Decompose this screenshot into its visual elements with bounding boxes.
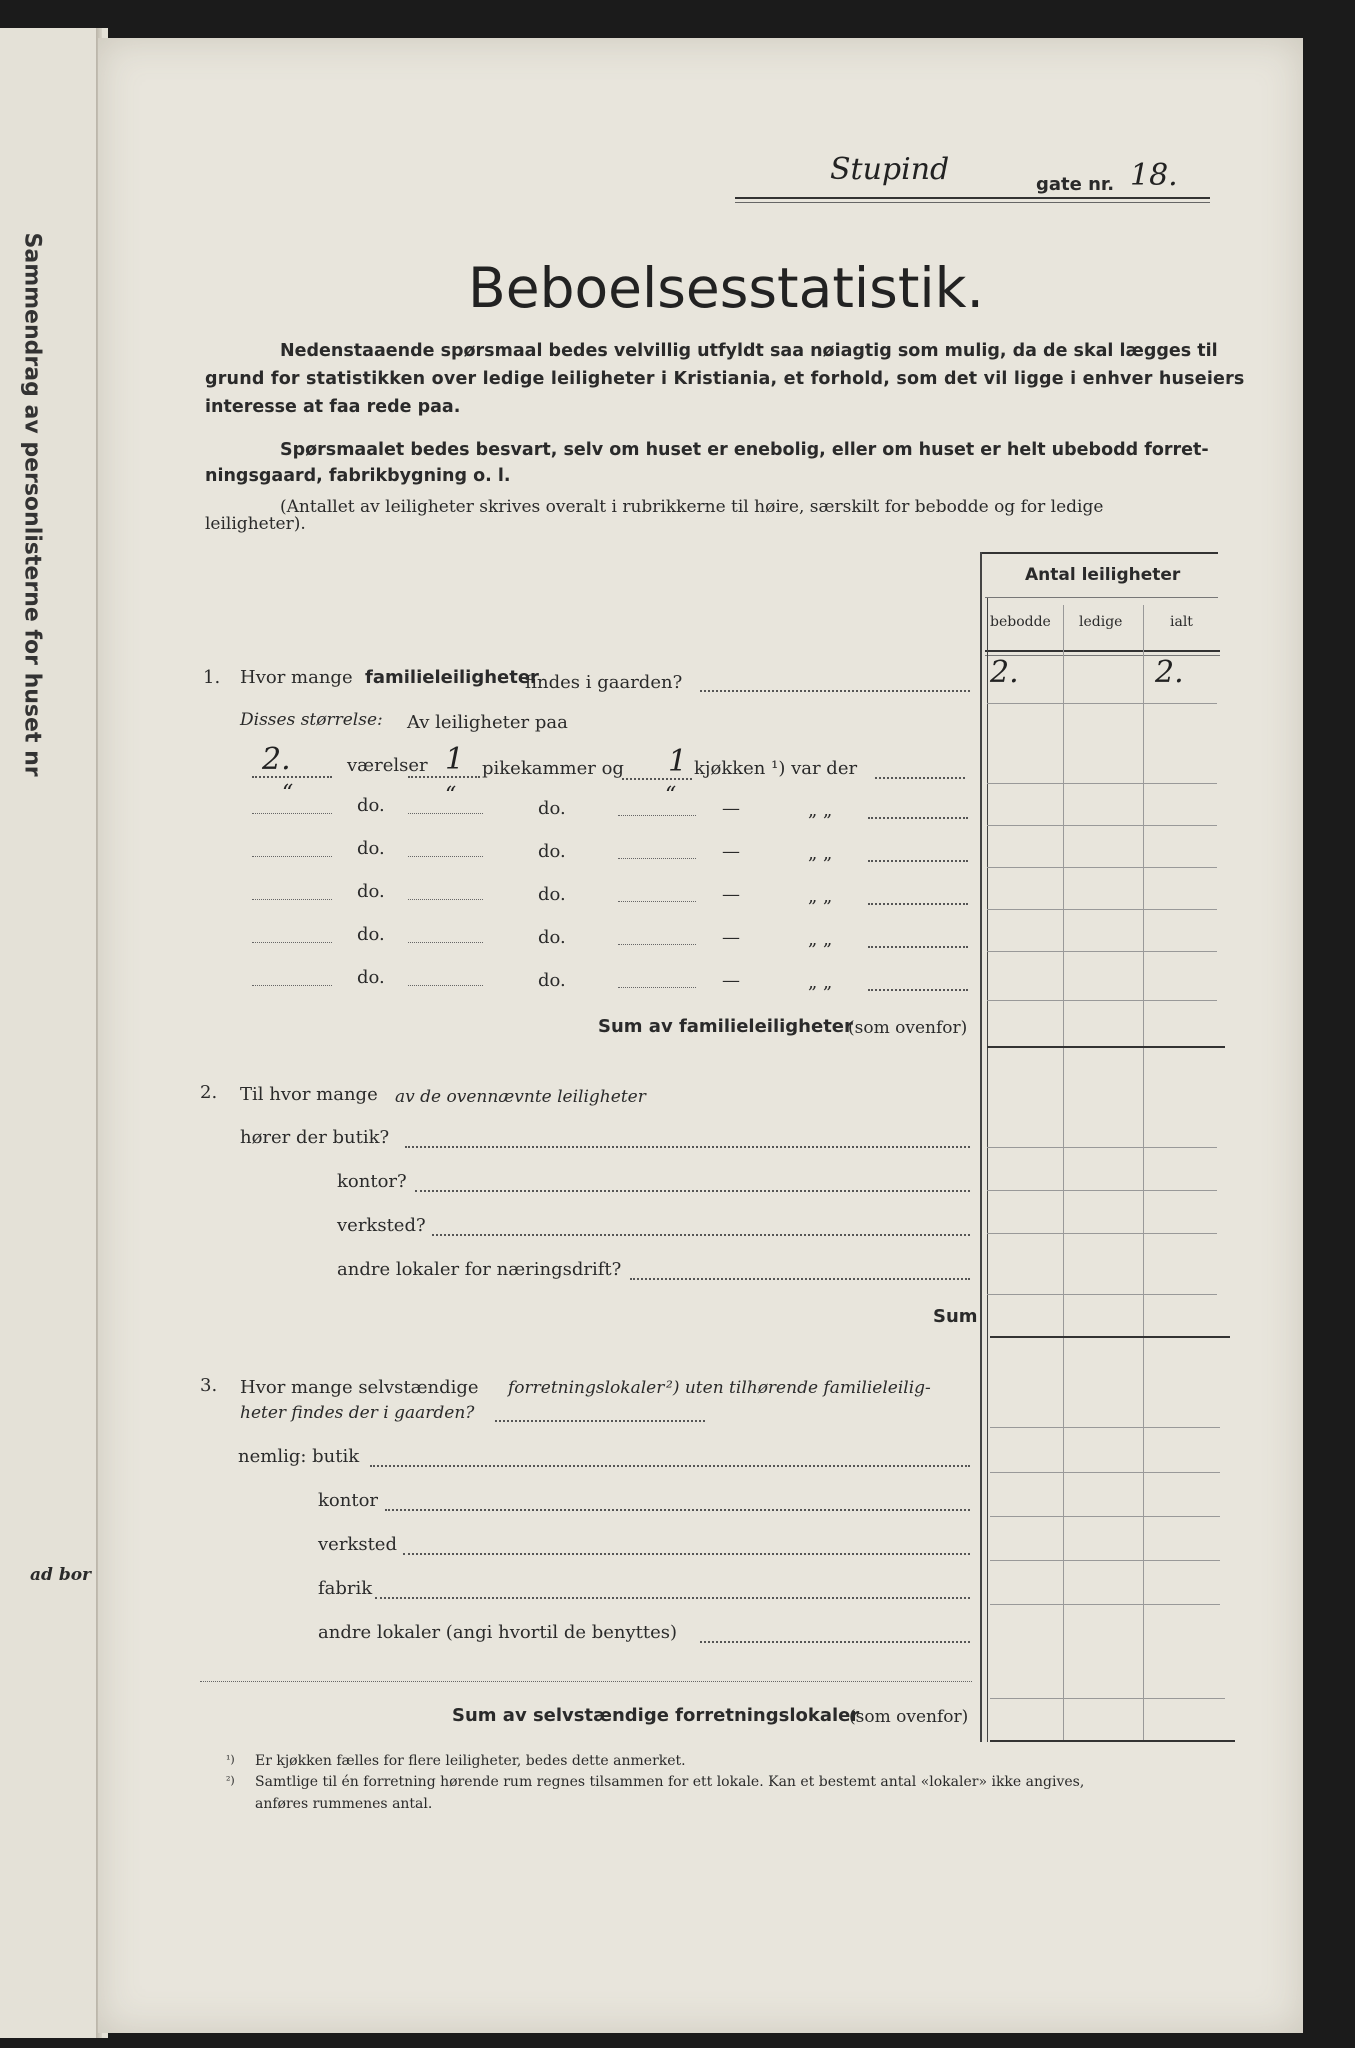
- ditto-mark-1: “: [282, 781, 294, 806]
- q1-sum-label: Sum av familieleiligheter: [598, 1016, 853, 1037]
- ditto-mark-3: “: [665, 783, 677, 808]
- q3-sum-label: Sum av selvstændige forretningslokaler: [452, 1705, 860, 1726]
- q3-andre: andre lokaler (angi hvortil de benyttes): [318, 1622, 678, 1643]
- q2-number: 2.: [200, 1082, 218, 1103]
- page-title: Beboelsesstatistik.: [468, 256, 985, 320]
- street-underline-2: [735, 202, 1210, 203]
- size-row-blank-kjok: [618, 815, 696, 816]
- row-sep: [987, 1190, 1217, 1191]
- size-row-do-1: do.: [357, 881, 385, 902]
- size-row-quote: „ „: [808, 843, 833, 864]
- q3-verksted: verksted: [318, 1534, 397, 1555]
- footnote-1-mark: ¹): [226, 1753, 235, 1766]
- row-sep: [987, 783, 1217, 784]
- size-row-leader: [868, 946, 968, 948]
- q1-text-b: familieleiligheter: [365, 667, 539, 688]
- size-row-leader: [868, 903, 968, 905]
- q3-text-d: heter findes der i gaarden?: [240, 1403, 475, 1423]
- footnote-2-mark: ²): [226, 1774, 235, 1787]
- size-row-blank-vaer: [252, 813, 332, 814]
- table-header-divider: [985, 597, 1218, 598]
- q3-text-b: forretningslokaler: [508, 1378, 665, 1398]
- q1-sum-suffix: (som ovenfor): [848, 1018, 968, 1038]
- size-row-blank-kjok: [618, 901, 696, 902]
- col-divider-2: [1143, 605, 1144, 1742]
- size-row-blank-vaer: [252, 899, 332, 900]
- size-row-do-2: do.: [538, 927, 566, 948]
- size-row-blank-pike: [408, 985, 483, 986]
- table-top-line: [980, 552, 1218, 554]
- street-name-handwritten: Stupind: [830, 152, 950, 187]
- row-sep: [987, 703, 1217, 704]
- margin-fragment: ad bor: [30, 1565, 92, 1585]
- size-row-quote: „ „: [808, 929, 833, 950]
- size-row-leader: [868, 989, 968, 991]
- size-row-dash: —: [722, 927, 740, 948]
- size-row-quote: „ „: [808, 886, 833, 907]
- row1-vaer-value: 2.: [262, 742, 291, 777]
- q1-sizes-text: Av leiligheter paa: [407, 712, 568, 733]
- size-row-blank-vaer: [252, 985, 332, 986]
- size-row-quote: „ „: [808, 800, 833, 821]
- q2-kontor-leader: [415, 1190, 970, 1192]
- size-row-dash: —: [722, 884, 740, 905]
- size-row-quote: „ „: [808, 972, 833, 993]
- row-sep: [990, 1516, 1220, 1517]
- q3-number: 3.: [200, 1375, 218, 1396]
- previous-page-strip: [0, 28, 108, 2038]
- size-row-blank-pike: [408, 899, 483, 900]
- table-left-border: [980, 552, 982, 1742]
- col-divider-1: [1063, 605, 1064, 1742]
- row-sep: [990, 1427, 1220, 1428]
- q1-ialt-value: 2.: [1155, 655, 1184, 690]
- q2-sum: Sum: [933, 1306, 978, 1327]
- ditto-mark-2: “: [445, 783, 457, 808]
- row1-kjokken: kjøkken ¹) var der: [694, 758, 858, 779]
- row1-leader: [875, 777, 965, 779]
- q3-kontor: kontor: [318, 1490, 379, 1511]
- size-row-do-2: do.: [538, 970, 566, 991]
- intro-p2-line1: Spørsmaalet bedes besvart, selv om huset er enebolig, eller om huset er helt ubebodd forret-: [280, 440, 1209, 460]
- table-header-title: Antal leiligheter: [1025, 565, 1181, 585]
- q1-text-a: Hvor mange: [240, 667, 353, 688]
- q1-bebodde-value: 2.: [990, 655, 1019, 690]
- size-row-do-2: do.: [538, 798, 566, 819]
- q3-sum-suffix: (som ovenfor): [849, 1707, 969, 1727]
- intro-p2-line2: ningsgaard, fabrikbygning o. l.: [205, 466, 511, 486]
- row1-kjok-value: 1: [668, 744, 688, 779]
- footnote-1: Er kjøkken fælles for flere leiligheter, bedes dette anmerket.: [255, 1753, 686, 1769]
- row-sep: [987, 825, 1217, 826]
- size-row-dash: —: [722, 841, 740, 862]
- size-row-blank-pike: [408, 942, 483, 943]
- q3-verksted-leader: [403, 1553, 970, 1555]
- size-row-do-2: do.: [538, 841, 566, 862]
- intro-p3-line2: leiligheter).: [205, 514, 306, 534]
- col-header-ledige: ledige: [1079, 614, 1123, 630]
- row-sep: [990, 1604, 1220, 1605]
- row-sep: [987, 909, 1217, 910]
- q3-text-a: Hvor mange selvstændige: [240, 1377, 479, 1398]
- intro-p3-line1: (Antallet av leiligheter skrives overalt i rubrikkerne til høire, særskilt for bebodde og for ledige: [280, 497, 1104, 517]
- size-row-do-2: do.: [538, 884, 566, 905]
- row-sep: [990, 1560, 1220, 1561]
- col-header-ialt: ialt: [1170, 614, 1193, 630]
- intro-p1-line2: grund for statistikken over ledige leiligheter i Kristiania, et forhold, som det vil ligge i enhver huseiers: [205, 369, 1245, 389]
- row-sep: [987, 1294, 1217, 1295]
- street-underline: [735, 197, 1210, 199]
- size-row-blank-pike: [408, 813, 483, 814]
- q3-intro-leader: [495, 1420, 705, 1422]
- size-row-blank-kjok: [618, 944, 696, 945]
- q2-sum-line: [990, 1336, 1230, 1338]
- q3-fabrik: fabrik: [318, 1578, 373, 1599]
- footnote-2-line2: anføres rummenes antal.: [255, 1796, 433, 1812]
- row1-pike-blank: [408, 776, 480, 778]
- q1-leader: [700, 690, 970, 692]
- size-row-blank-kjok: [618, 987, 696, 988]
- q2-verksted-leader: [432, 1234, 970, 1236]
- q1-sum-line: [987, 1046, 1225, 1048]
- street-number-handwritten: 18.: [1130, 158, 1178, 193]
- q2-text-b: av de ovennævnte leiligheter: [395, 1087, 646, 1107]
- q2-andre: andre lokaler for næringsdrift?: [337, 1259, 622, 1280]
- row1-pikekammer: pikekammer og: [482, 758, 624, 779]
- size-row-leader: [868, 817, 968, 819]
- q3-butik-leader: [370, 1465, 970, 1467]
- q2-andre-leader: [630, 1278, 970, 1280]
- q3-text-c: ²) uten tilhørende familieleilig-: [666, 1378, 931, 1398]
- table-left-border-b: [987, 598, 988, 1742]
- intro-p1-line3: interesse at faa rede paa.: [205, 397, 461, 417]
- size-row-leader: [868, 860, 968, 862]
- q3-andre-leader: [700, 1641, 970, 1643]
- q3-blank-line: [200, 1681, 972, 1682]
- size-row-dash: —: [722, 798, 740, 819]
- intro-p1-line1: Nedenstaaende spørsmaal bedes velvillig utfyldt saa nøiagtig som mulig, da de skal lægges til: [280, 341, 1218, 361]
- footnote-2-line1: Samtlige til én forretning hørende rum regnes tilsammen for ett lokale. Kan et bestemt antal «lokaler» ikke angives,: [255, 1774, 1085, 1790]
- row-sep: [987, 867, 1217, 868]
- size-row-blank-vaer: [252, 856, 332, 857]
- q3-fabrik-leader: [375, 1597, 970, 1599]
- row-sep: [987, 1147, 1217, 1148]
- size-row-blank-kjok: [618, 858, 696, 859]
- size-row-do-1: do.: [357, 967, 385, 988]
- size-row-blank-pike: [408, 856, 483, 857]
- q1-sizes-label: Disses størrelse:: [240, 710, 383, 730]
- size-row-do-1: do.: [357, 838, 385, 859]
- gate-label: gate nr.: [1036, 174, 1115, 195]
- col-header-bebodde: bebodde: [990, 614, 1051, 630]
- q3-nemlig-butik: nemlig: butik: [238, 1446, 360, 1467]
- size-row-blank-vaer: [252, 942, 332, 943]
- row-sep: [987, 1000, 1217, 1001]
- row-sep: [990, 1472, 1220, 1473]
- q1-text-c: findes i gaarden?: [525, 672, 683, 693]
- row1-pike-value: 1: [445, 742, 465, 777]
- q1-number: 1.: [203, 667, 221, 688]
- row-sep: [987, 1233, 1217, 1234]
- margin-vertical-text: Sammendrag av personlisterne for huset nr: [19, 232, 45, 777]
- row1-vaerelser: værelser: [347, 755, 428, 776]
- q3-kontor-leader: [385, 1509, 970, 1511]
- q2-kontor: kontor?: [337, 1171, 407, 1192]
- q2-text-a: Til hvor mange: [240, 1084, 378, 1105]
- size-row-do-1: do.: [357, 795, 385, 816]
- table-header-bottom: [985, 650, 1220, 652]
- q2-butik-leader: [405, 1146, 970, 1148]
- size-row-do-1: do.: [357, 924, 385, 945]
- size-row-dash: —: [722, 970, 740, 991]
- q3-sum-line: [990, 1740, 1235, 1742]
- q2-butik: hører der butik?: [240, 1127, 390, 1148]
- table-header-bottom-2: [985, 655, 1220, 656]
- row-sep: [987, 951, 1217, 952]
- q2-verksted: verksted?: [337, 1215, 426, 1236]
- row-sep: [990, 1698, 1225, 1699]
